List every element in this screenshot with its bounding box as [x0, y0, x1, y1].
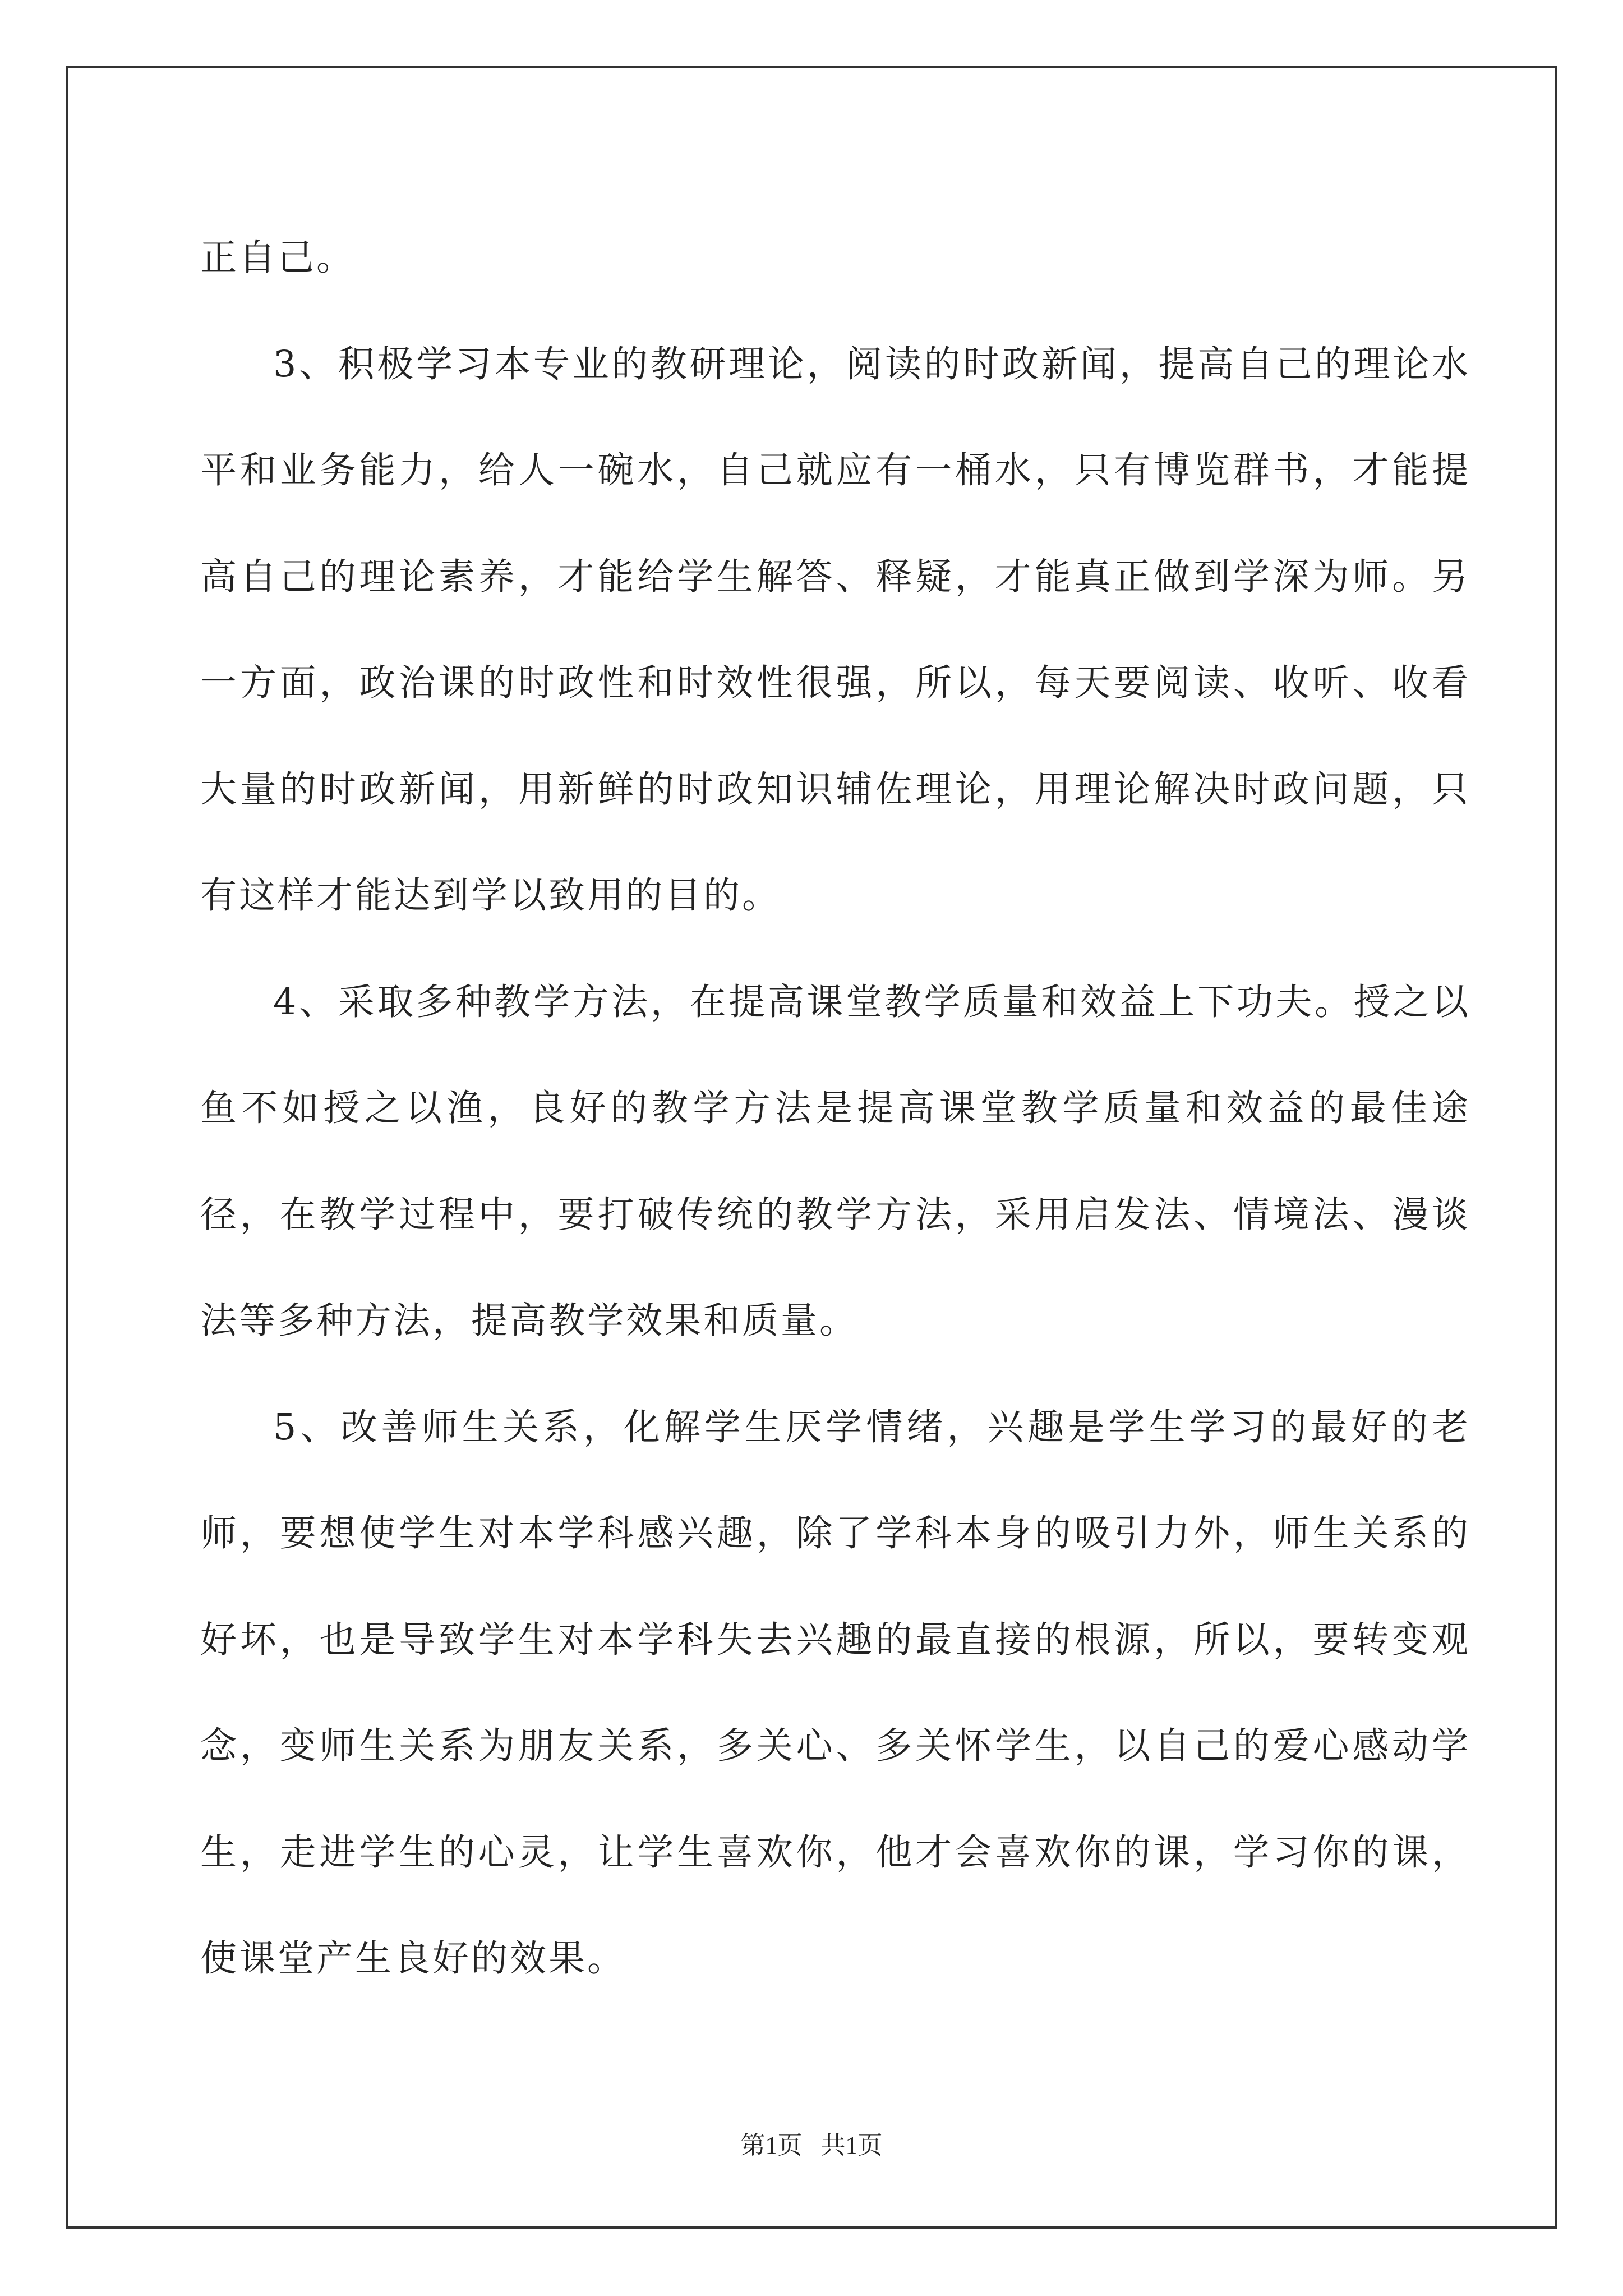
paragraph-2: 3、积极学习本专业的教研理论，阅读的时政新闻，提高自己的理论水平和业务能力，给人一碗水，自己就应有一桶水，只有博览群书，才能提高自己的理论素养，才能给学生解答、释疑，才能真正做到学深为师。另一方面，政治课的时政性和时效性很强，所以，每天要阅读、收听、收看大量的时政新闻，用新鲜的时政知识辅佐理论，用理论解决时政问题，只有这样才能达到学以致用的目的。 — [200, 343, 1470, 917]
paragraph-4: 5、改善师生关系，化解学生厌学情绪，兴趣是学生学习的最好的老师，要想使学生对本学科感兴趣，除了学科本身的吸引力外，师生关系的好坏，也是导致学生对本学科失去兴趣的最直接的根源，所以，要转变观念，变师生关系为朋友关系，多关心、多关怀学生，以自己的爱心感动学生，走进学生的心灵，让学生喜欢你，他才会喜欢你的课，学习你的课，使课堂产生良好的效果。 — [200, 1406, 1470, 1980]
document-body — [200, 205, 1470, 2012]
paragraph-3: 4、采取多种教学方法，在提高课堂教学质量和效益上下功夫。授之以鱼不如授之以渔，良好的教学方法是提高课堂教学质量和效益的最佳途径，在教学过程中，要打破传统的教学方法，采用启发法、情境法、漫谈法等多种方法，提高教学效果和质量。 — [200, 981, 1470, 1342]
paragraph-1: 正自己。 — [200, 237, 356, 279]
page-number-footer: 第1页 共1页 — [740, 2132, 883, 2159]
